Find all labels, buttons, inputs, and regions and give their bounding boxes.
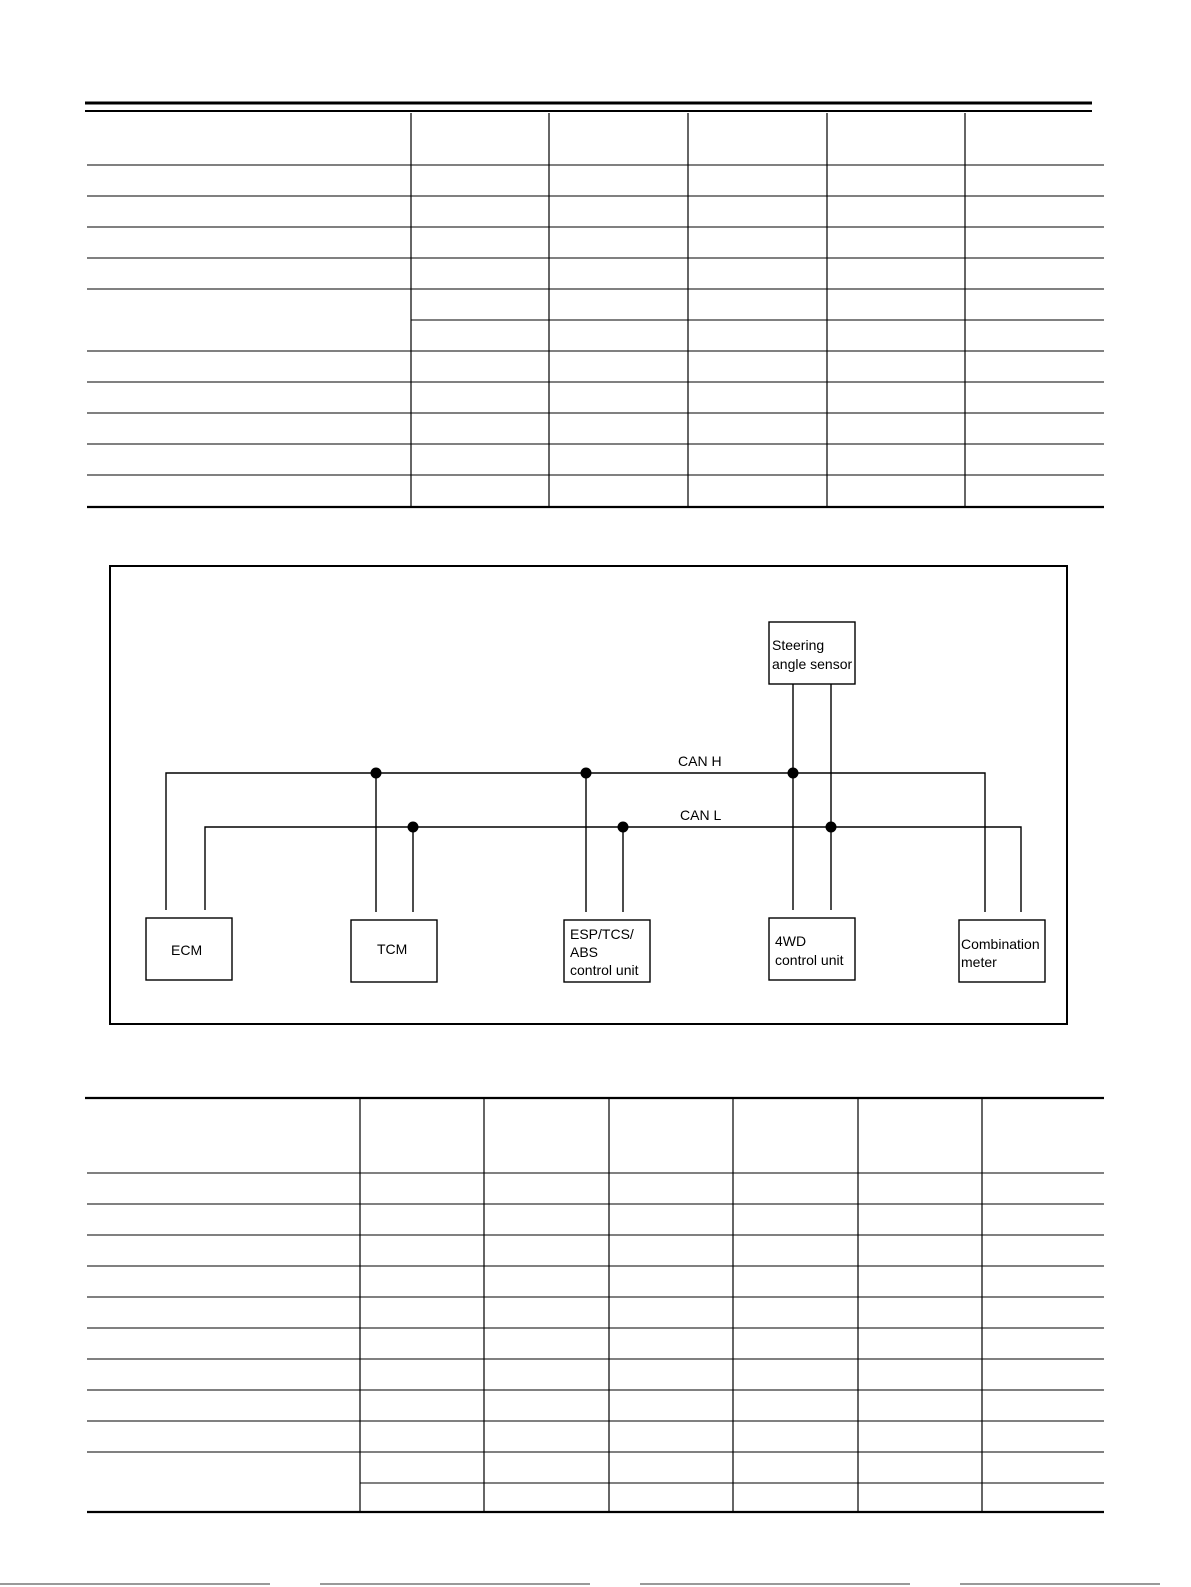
combination-label-line-1: Combination (961, 936, 1040, 952)
top-table-rows (87, 165, 1104, 507)
can-h-bus-line (166, 773, 985, 912)
steering-angle-sensor-box (769, 622, 855, 684)
esp-label-line-3: control unit (570, 962, 639, 978)
can-wiring (166, 684, 1021, 912)
4wd-label-line-1: 4WD (775, 933, 807, 949)
junction-dot (826, 822, 837, 833)
steering-label-line-2: angle sensor (772, 656, 853, 672)
esp-label-line-1: ESP/TCS/ (570, 926, 634, 942)
junction-dot (581, 768, 592, 779)
bottom-table (85, 1098, 1104, 1512)
junction-dot (408, 822, 419, 833)
can-h-label: CAN H (678, 753, 722, 769)
can-l-bus-line (205, 827, 1021, 912)
junction-dot (618, 822, 629, 833)
ecm-label: ECM (171, 942, 203, 958)
scan-mark (0, 1583, 270, 1585)
scan-mark (320, 1583, 590, 1585)
bottom-table-column-dividers (360, 1098, 982, 1512)
scan-mark (960, 1583, 1160, 1585)
4wd-label-line-2: control unit (775, 952, 844, 968)
junction-dots (371, 768, 837, 833)
scan-artifact-marks (0, 1583, 1160, 1585)
can-l-label: CAN L (680, 807, 722, 823)
bottom-table-rows (87, 1173, 1104, 1512)
esp-label-line-2: ABS (570, 944, 599, 960)
4wd-control-unit-box (769, 918, 855, 980)
steering-label-line-1: Steering (772, 637, 825, 653)
junction-dot (371, 768, 382, 779)
junction-dot (788, 768, 799, 779)
top-table (85, 103, 1104, 507)
top-table-column-dividers (411, 113, 965, 507)
combination-label-line-2: meter (961, 954, 997, 970)
can-diagram (110, 566, 1067, 1024)
tcm-label: TCM (377, 941, 408, 957)
scan-mark (640, 1583, 910, 1585)
component-labels (171, 637, 1044, 978)
